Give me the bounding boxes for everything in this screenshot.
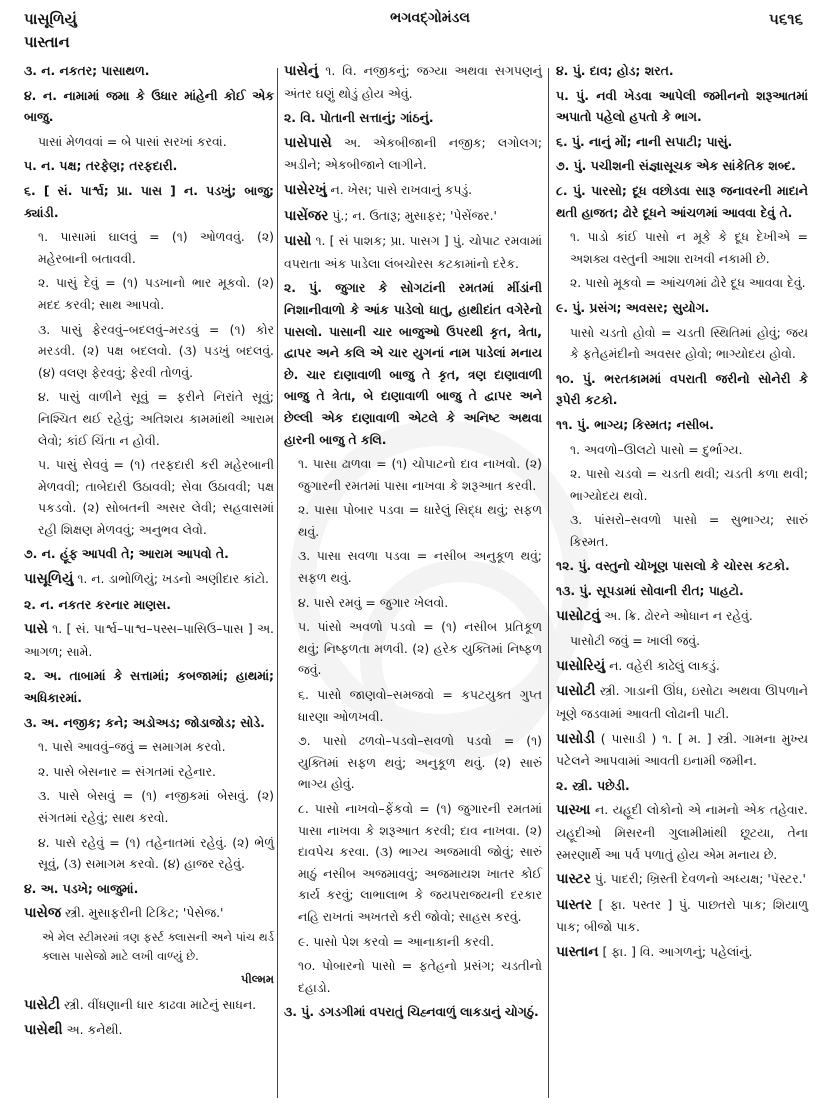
entry-idiom: ૭. પાસો ઢળવો–પડવો–સવળો પડવો = (૧) યુક્તિમાં સફળ થવું; અનુકૂળ થવું. (૨) સારું ભાગ્ય હોવું. xyxy=(298,733,542,792)
entry-sense: ૧૦. પું. ભરતકામમાં વપરાતી જરીનો સોનેરી કે રૂપેરી કટકો. xyxy=(556,370,808,408)
entry-sense: ૧૧. પું. ભાગ્ય; કિસ્મત; નસીબ. xyxy=(556,416,714,432)
dictionary-entry xyxy=(556,941,808,964)
entry-idiom: ૧. અવળો–ઊલટો પાસો = દુર્ભાગ્ય. xyxy=(570,441,743,457)
entry-headword: પાસોટવું xyxy=(556,607,601,624)
entry-sense: ૧૨. પું. વસ્તુનો ચોખૂણ પાસલો કે ચોરસ કટકો. xyxy=(556,558,790,574)
entry-idiom: ૪. પાસું વાળીને સૂવું = ફરીને નિરાંતે સૂવું; નિશ્ચિત થઈ રહેવું; અતિશય કામમાંથી આરામ લેવો; કાંઈ ચિંતા ન હોવી. xyxy=(38,389,274,448)
dictionary-entry xyxy=(284,179,542,202)
entry-idiom: ૨. પાસો મૂકવો = આંચળમાં ઢોરે દૂધ આવવા દેવું. xyxy=(570,275,806,291)
entry-idiom: ૧. પાસા ઢાળવા = (૧) ચોપાટનો દાવ નાખવો. (૨) જુગારની રમતમાં પાસા નાખવા કે શરૂઆત કરવી. xyxy=(298,456,542,493)
citation-source: પીલ્મમ xyxy=(241,971,274,986)
entry-sense: ૮. પું. પારસો; દૂધ વછોડવા સારૂ જનાવરની માદાને થતી હાજત; ઢોરે દૂધને આંચળમાં આવવા દેવું તે. xyxy=(556,182,808,220)
column-2 xyxy=(284,60,542,1026)
entry-idiom: ૩. પાસું ફેરવવું–બદલવું–મરડવું = (૧) કોર મરડવી. (૨) પક્ષ બદલવો. (૩) પડખું બદલવું. (૪) વલણ ફેરવવું; ફેરવી તોળવું. xyxy=(38,321,274,380)
dictionary-title: ભગવદ્ગોમંડલ xyxy=(390,10,470,26)
guide-word-last: પાસ્તાન xyxy=(24,33,70,51)
entry-idiom: ૫. પાસું સેવવું = (૧) તરફદારી કરી મહેરબાની મેળવવી; તાબેદારી ઉઠાવવી; સેવા ઉઠાવવી; પક્ષ પકડવો. (૨) સોબતની અસર લેવી; સહવાસમાં રહી શિક્ષણ મેળવવું; અનુભવ લેવો. xyxy=(38,457,274,537)
entry-definition: સ્ત્રી. મુસાફરીની ટિકિટ; 'પેસેજ.' xyxy=(61,905,224,921)
entry-sense: ૨. ન. નકતર કરનાર માણસ. xyxy=(24,596,171,612)
entry-idiom: ૬. પાસો જાણવો–સમજવો = કપટયુક્ત ગુપ્ત ધારણા ઓળખવી. xyxy=(298,687,542,724)
usage-example: એ મેલ સ્ટીમરમાં ત્રણ ફર્સ્ટ ક્લાસની અને પાંચ થર્ડ ક્લાસ પાસેજો માટે લખી વાળ્યું છે. xyxy=(42,929,274,963)
entry-sense: ૬. [ સં. પાર્શ્વ; પ્રા. પાસ ] ન. પડખું; બાજુ; ક્યાંડી. xyxy=(24,182,274,220)
entry-definition: ( પાસાડી ) ૧. [ મ. ] સ્ત્રી. ગામના મુખ્ય પટેલને આપવામાં આવતી ઇનામી જમીન. xyxy=(556,730,808,769)
entry-headword: પાસોડી xyxy=(556,730,596,747)
entry-sense: ૨. પું. જુગાર કે સોગટાંની રમતમાં મીંડાંની નિશાનીવાળો કે આંક પાડેલો ધાતુ, હાથીદાંત વગેરેનો પાસલો. પાસાની ચાર બાજુઓ ઉપરથી કૃત, ત્રેતા, દ્વાપર અને કલિ એ ચાર યુગનાં નામ પાડેલાં મનાય છે. ચાર દાણાવાળી બાજુ તે કૃત, ત્રણ દાણાવાળી બાજુ તે ત્રેતા, બે દાણાવાળી બાજુ તે દ્વાપર અને છેલ્લી એક દાણાવાળી એટલે કે અનિષ્ટ અથવા હારની બાજુ તે કલિ. xyxy=(284,280,542,447)
entry-sense: ૩. ન. નકતર; પાસાથળ. xyxy=(24,63,150,78)
dictionary-entry xyxy=(24,568,274,591)
entry-idiom: પાસો ચડતો હોવો = ચડતી સ્થિતિમાં હોવું; જય કે ફતેહમંદીનો અવસર હોવો; ભાગ્યોદય હોવો. xyxy=(570,324,808,362)
page-header xyxy=(0,0,825,60)
entry-sense: ૫. પું. નવી ખેડવા આપેલી જમીનનો શરૂઆતમાં અપાતો પહેલો હપતો કે ભાગ. xyxy=(556,87,808,125)
entry-sense: ૪. અ. પડખે; બાજુમાં. xyxy=(24,880,139,896)
entry-idiom: ૨. પાસે બેસનાર = સંગતમાં રહેનાર. xyxy=(38,763,216,779)
entry-headword: પાસ્ખા xyxy=(556,802,591,819)
entry-definition: ન. વહેરી કાઢેલું લાકડું. xyxy=(605,657,720,673)
guide-word-first: પાસૂળિયું xyxy=(24,10,77,28)
dictionary-entry xyxy=(284,230,542,274)
entry-idiom: ૧. પાડો કાંઈ પાસો ન મૂકે કે દૂધ દેખીએ = અશક્ય વસ્તુની આશા રાખવી નકામી છે. xyxy=(570,229,808,266)
column-1 xyxy=(24,60,274,1045)
entry-sense: ૩. પું. ડગડગીમાં વપરાતું ચિહ્નવાળું લાકડાનું ચોગઠું. xyxy=(284,1004,539,1020)
entry-definition: [ ફા. ] વિ. આગળનું; પહેલાંનું. xyxy=(598,943,753,959)
dictionary-entry xyxy=(24,618,274,662)
dictionary-entry xyxy=(556,868,808,891)
entry-definition: ૧. ન. ડાભોળિયું; ખડનો અણીદાર કાંટો. xyxy=(73,571,269,587)
entry-idiom: ૮. પાસો નાખવો–ફેંકવો = (૧) જુગારની રમતમાં પાસા નાખવા કે શરૂઆત કરવી; દાવ નાખવા. (૨) દાવપેચ કરવા. (૩) ભાગ્ય અજમાવી જોવું; સારું માઠું નસીબ અજમાવવું; અજમાયશ ખાતર કોઈ કાર્ય કરવું; લાભાલાભ કે જયપરાજયની દરકાર નહિ રાખતાં અખતરો કરી જોવો; સાહસ કરવું. xyxy=(298,801,542,924)
entry-sense: ૨. વિ. પોતાની સત્તાનું; ગાંઠનું. xyxy=(284,110,434,126)
entry-definition: અ. કનેથી. xyxy=(62,1022,123,1038)
dictionary-entry xyxy=(556,605,808,628)
entry-sense: ૯. પું. પ્રસંગ; અવસર; સુયોગ. xyxy=(556,299,710,315)
entry-definition: ન. ખેસ; પાસે રાખવાનું કપડું. xyxy=(326,181,473,197)
entry-headword: પાસોટી xyxy=(556,683,596,700)
entry-idiom: ૨. પાસા પોબાર પડવા = ધારેલું સિદ્ધ થવું; સફળ થવું. xyxy=(298,502,542,539)
column-divider-2 xyxy=(548,68,549,1098)
dictionary-entry xyxy=(556,799,808,865)
column-3 xyxy=(556,60,808,967)
entry-definition: પું. પાદરી; ખ્રિસ્તી દેવળનો અધ્યક્ષ; 'પૅસ્ટર.' xyxy=(590,871,806,887)
page-number: ૫૬૧૬ xyxy=(768,10,803,28)
column-divider-1 xyxy=(277,68,278,1098)
entry-idiom: ૨. પાસું દેવું = (૧) પડખાનો ભાર મૂકવો. (૨) મદદ કરવી; સાથ આપવો. xyxy=(38,275,274,312)
entry-idiom: પાસાં મેળવવાં = બે પાસાં સરખાં કરવાં. xyxy=(38,133,227,149)
entry-sense: ૪. ન. નામામાં જમા કે ઉધાર માંહેની કોઈ એક બાજુ. xyxy=(24,87,274,125)
dictionary-entry xyxy=(284,60,542,104)
entry-sense: ૩. અ. નજીક; કને; અડોઅડ; જોડાજોડ; સોડે. xyxy=(24,714,265,730)
entry-definition: ન. યહૂદી લોકોનો એ નામનો એક તહેવાર. યહૂદીઓ મિસરની ગુલામીમાંથી છૂટયા, તેના સ્મરણાર્થે આ પર્વ પળાતું હોય એમ મનાય છે. xyxy=(556,802,808,862)
entry-headword: પાસો xyxy=(284,233,312,250)
entry-sense: ૭. પું. પચીશની સંજ્ઞાસૂચક એક સાંકેતિક શબ્દ. xyxy=(556,158,796,174)
dictionary-entry xyxy=(24,994,274,1017)
entry-headword: પાસેંજર xyxy=(284,207,329,224)
entry-definition: ૧. વિ. નજીકનું; જગ્યા અથવા સગપણનું અંતર ઘણું થોડું હોય એવું. xyxy=(284,63,542,101)
entry-definition: [ ફા. પસ્તર ] પું. પાછતરો પાક; શિયાળુ પાક; બીજો પાક. xyxy=(556,896,808,935)
entry-headword: પાસેપાસે xyxy=(284,134,332,151)
entry-idiom: ૯. પાસો પેશ કરવો = આનાકાની કરવી. xyxy=(298,933,495,949)
entry-headword: પાસે xyxy=(24,621,48,638)
entry-idiom: ૧૦. પોબારનો પાસો = ફતેહનો પ્રસંગ; ચડતીનો દહાડો. xyxy=(298,958,542,995)
entry-definition: પું.; ન. ઉતારૂ; મુસાફર; 'પેસેંજર.' xyxy=(328,207,497,223)
dictionary-entry xyxy=(556,680,808,724)
entry-idiom: ૩. પાંસરો–સવળો પાસો = સુભાગ્ય; સારું કિસ્મત. xyxy=(570,512,808,549)
dictionary-entry xyxy=(556,894,808,938)
entry-sense: ૨. સ્ત્રી. પછેડી. xyxy=(556,777,630,793)
dictionary-entry xyxy=(556,655,808,678)
entry-sense: ૪. પું. દાવ; હોડ; શરત. xyxy=(556,63,674,78)
dictionary-entry xyxy=(556,728,808,772)
entry-definition: ૧. [ સં. પાર્શ્વ–પાશ્વ–પસ્સ–પાસિઉ–પાસ ] અ. આગળ; સામે. xyxy=(24,621,274,659)
entry-idiom: ૩. પાસે બેસવું = (૧) નજીકમાં બેસવું. (૨) સંગતમાં રહેવું; સાથ કરવો. xyxy=(38,788,274,825)
entry-definition: ૧. [ સં પાશક; પ્રા. પાસગ ] પું. ચોપાટ રમવામાં વપરાતા અંક પાડેલા લંબચોરસ કટકામાંનો દરેક. xyxy=(284,233,542,271)
dictionary-entry xyxy=(24,1019,274,1042)
entry-headword: પાસેટી xyxy=(24,996,61,1013)
entry-sense: ૫. ન. પક્ષ; તરફેણ; તરફદારી. xyxy=(24,158,178,174)
dictionary-entry xyxy=(284,205,542,228)
entry-sense: ૬. પું. નાનું મોં; નાની સપાટી; પાસું. xyxy=(556,133,733,149)
entry-idiom: પાસોટી જવું = ખાલી જવું. xyxy=(570,633,701,649)
entry-idiom: ૧. પાસે આવવું–જવું = સમાગમ કરવો. xyxy=(38,739,226,755)
entry-idiom: ૪. પાસે રમવું = જુગાર ખેલવો. xyxy=(298,594,449,610)
entry-sense: ૭. ન. હૂંફ આપવી તે; આરામ આપવો તે. xyxy=(24,546,229,562)
dictionary-entry xyxy=(24,902,274,925)
entry-idiom: ૧. પાસામાં ઘાલવું = (૧) ઓળવવું. (૨) મહેરબાની બતાવવી. xyxy=(38,229,274,266)
entry-definition: સ્ત્રી. વીંધણાની ધાર કાઢવા માટેનું સાધન. xyxy=(60,996,257,1012)
entry-idiom: ૫. પાંસો અવળો પડવો = (૧) નસીબ પ્રતિકૂળ થવું; નિષ્ફળતા મળવી. (૨) હરેક યુક્તિમાં નિષ્ફળ જવું. xyxy=(298,619,542,678)
entry-idiom: ૪. પાસે રહેવું = (૧) તહેનાતમાં રહેવું. (૨) ભેળું સૂવું, (૩) સમાગમ કરવો. (૪) હાજર રહેવું. xyxy=(38,834,274,872)
entry-headword: પાસ્ટર xyxy=(556,871,591,888)
entry-sense: ૨. અ. તાબામાં કે સત્તામાં; કબજામાં; હાથમાં; અધિકારમાં. xyxy=(24,668,274,706)
entry-idiom: ૩. પાસા સવળા પડવા = નસીબ અનુકૂળ થવું; સફળ થવું. xyxy=(298,548,542,586)
entry-sense: ૧૩. પું. સૂપડામાં સોવાની રીત; પાહટો. xyxy=(556,583,744,599)
entry-headword: પાસોરિયું xyxy=(556,657,606,674)
entry-headword: પાસ્તર xyxy=(556,896,592,913)
entry-headword: પાસેરખું xyxy=(284,181,327,198)
entry-definition: અ. ક્રિ. ઢોરને ઓધાન ન રહેવું. xyxy=(600,607,753,623)
dictionary-entry xyxy=(284,132,542,176)
entry-definition: સ્ત્રી. ગાડાની ઊંધ, ઇસોટા અથવા ઊપળાને ખૂણે જડવામાં આવતી લોઢાની પાટી. xyxy=(556,683,808,722)
entry-definition: અ. એકબીજાની નજીક; લગોલગ; અડીને; એકબીજાને લાગીને. xyxy=(284,134,542,173)
entry-headword: પાસેનું xyxy=(284,63,319,79)
entry-headword: પાસ્તાન xyxy=(556,943,599,960)
entry-headword: પાસેજ xyxy=(24,905,62,922)
entry-headword: પાસેથી xyxy=(24,1022,63,1039)
entry-idiom: ૨. પાસો ચડવો = ચડતી થવી; ચડતી કળા થવી; ભાગ્યોદય થવો. xyxy=(570,466,808,503)
entry-headword: પાસૂળિયું xyxy=(24,571,74,588)
